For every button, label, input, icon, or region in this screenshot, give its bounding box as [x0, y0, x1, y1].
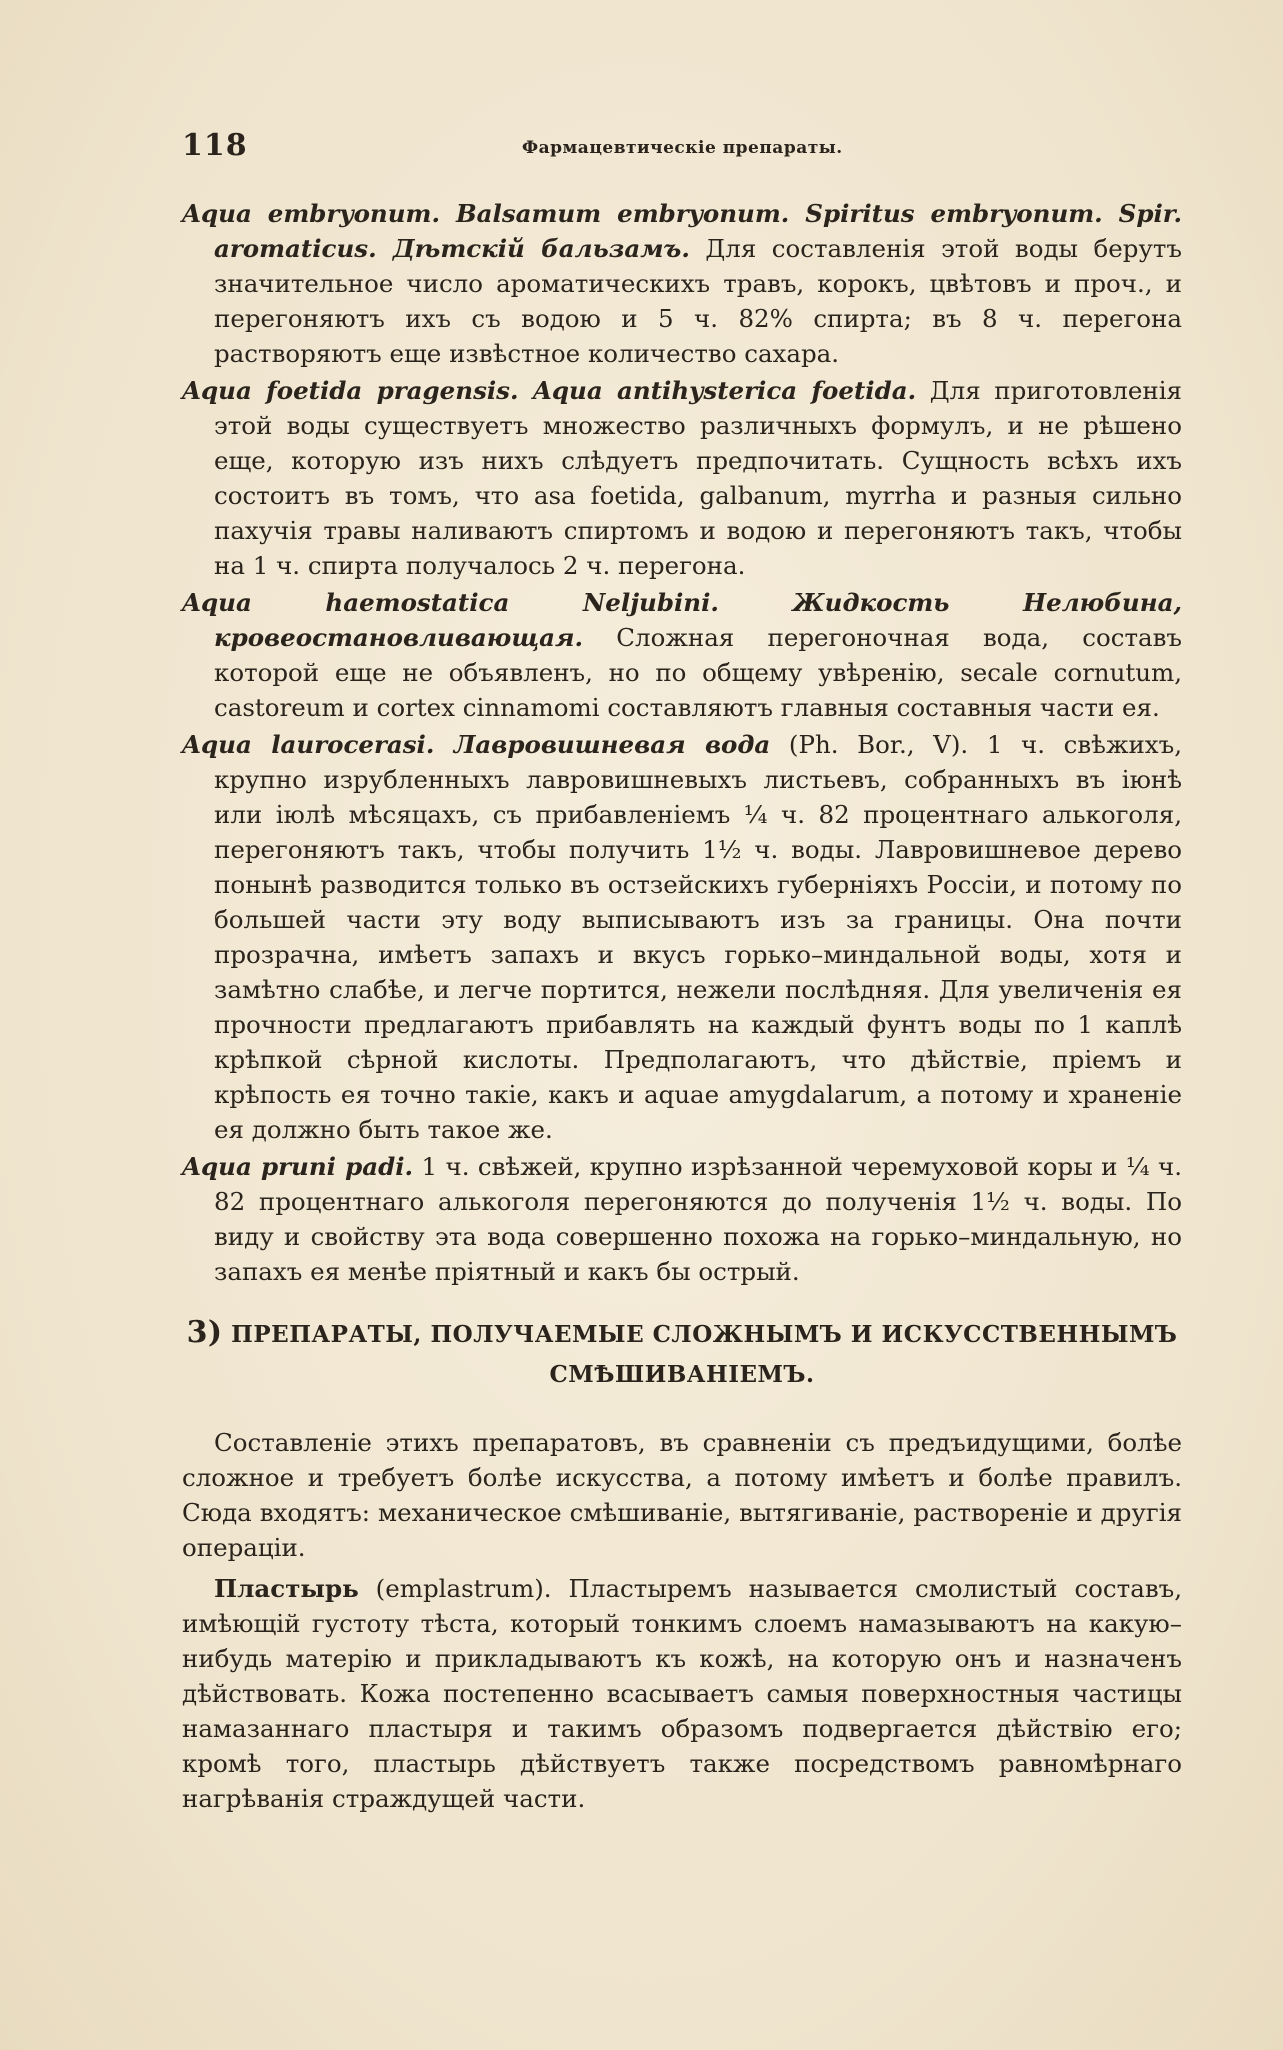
entry-text: Сложная перегоночная вода, составъ которой еще не объявленъ, но по общему увѣренію, secale cornutum, castoreum и cortex cinnamomi составляютъ главныя составныя части ея.	[214, 623, 1182, 722]
entry-aqua-pruni-padi	[182, 1149, 1182, 1289]
paragraph-term: Пластырь	[214, 1574, 359, 1603]
paragraph-plaster	[182, 1571, 1182, 1816]
entry-text: 1 ч. свѣжей, крупно изрѣзанной черемуховой коры и ¼ ч. 82 процентнаго алькоголя перегоняются до полученія 1½ ч. воды. По виду и свойству эта вода совершенно похожа на горько–миндальную, но запахъ ея менѣе пріятный и какъ бы острый.	[214, 1152, 1183, 1286]
entry-text: (Ph. Bor., V). 1 ч. свѣжихъ, крупно изрубленныхъ лавровишневыхъ листьевъ, собранныхъ въ іюнѣ или іюлѣ мѣсяцахъ, съ прибавленіемъ ¼ ч. 82 процентнаго алькоголя, перегоняютъ такъ, чтобы получить 1½ ч. воды. Лавровишневое дерево понынѣ разводится только въ остзейскихъ губерніяхъ Россіи, и потому по большей части эту воду выписываютъ изъ за границы. Она почти прозрачна, имѣетъ запахъ и вкусъ горько–миндальной воды, хотя и замѣтно слабѣе, и легче портится, нежели послѣдняя. Для увеличенія ея прочности предлагаютъ прибавлять на каждый фунтъ воды по 1 каплѣ крѣпкой сѣрной кислоты. Предполагаютъ, что дѣйствіе, пріемъ и крѣпость ея точно такіе, какъ и aquae amygdalarum, а потому и храненіе ея должно быть такое же.	[214, 730, 1182, 1144]
entry-aqua-embryonum	[182, 196, 1182, 371]
entry-text: Для приготовленія этой воды существуетъ множество различныхъ формулъ, и не рѣшено еще, которую изъ нихъ слѣдуетъ предпочитать. Сущность всѣхъ ихъ состоитъ въ томъ, что asa foetida, galbanum, myrrha и разныя сильно пахучія травы наливаютъ спиртомъ и водою и перегоняютъ такъ, чтобы на 1 ч. спирта получалось 2 ч. перегона.	[214, 376, 1182, 580]
entry-text: Для составленія этой воды берутъ значительное число ароматическихъ травъ, корокъ, цвѣтовъ и проч., и перегоняютъ ихъ съ водою и 5 ч. 82% спирта; въ 8 ч. перегона растворяютъ еще извѣстное количество сахара.	[214, 234, 1182, 368]
page-number: 118	[182, 128, 248, 163]
entry-aqua-foetida	[182, 373, 1182, 583]
page-header	[182, 128, 1102, 164]
entry-heading: Aqua haemostatica Neljubini. Жидкость Нелюбина, кровеостановливающая.	[182, 588, 1182, 652]
entry-heading: Aqua pruni padi.	[182, 1152, 414, 1181]
paragraph-text: Составленіе этихъ препаратовъ, въ сравненіи съ предъидущими, болѣе сложное и требуетъ болѣе искусства, а потому имѣетъ и болѣе правилъ. Сюда входятъ: механическое смѣшиваніе, вытягиваніе, раствореніе и другія операціи.	[182, 1428, 1182, 1562]
section-heading	[182, 1313, 1182, 1395]
paragraph-text: (emplastrum). Пластыремъ называется смолистый составъ, имѣющій густоту тѣста, который тонкимъ слоемъ намазываютъ на какую–нибудь матерію и прикладываютъ къ кожѣ, на которую онъ и назначенъ дѣйствовать. Кожа постепенно всасываетъ самыя поверхностныя частицы намазаннаго пластыря и такимъ образомъ подвергается дѣйствію его; кромѣ того, пластырь дѣйствуетъ также посредствомъ равномѣрнаго нагрѣванія страждущей части.	[182, 1574, 1182, 1813]
page-body	[182, 196, 1182, 1822]
entry-heading: Aqua laurocerasi. Лавровишневая вода	[182, 730, 771, 759]
entry-heading: Aqua embryonum. Balsamum embryonum. Spiritus embryonum. Spir. aromaticus. Дѣтскій бальзамъ.	[182, 199, 1182, 263]
entry-heading: Aqua foetida pragensis. Aqua antihysterica foetida.	[182, 376, 917, 405]
paragraph-intro	[182, 1425, 1182, 1565]
section-number: 3)	[186, 1315, 223, 1350]
entry-aqua-haemostatica	[182, 585, 1182, 725]
running-title: Фармацевтическіе препараты.	[522, 138, 843, 158]
section-title-line2: СМѢШИВАНІЕМЪ.	[549, 1361, 815, 1388]
entry-aqua-laurocerasi	[182, 727, 1182, 1147]
section-title-line1: ПРЕПАРАТЫ, ПОЛУЧАЕМЫЕ СЛОЖНЫМЪ И ИСКУССТВЕННЫМЪ	[231, 1321, 1178, 1348]
